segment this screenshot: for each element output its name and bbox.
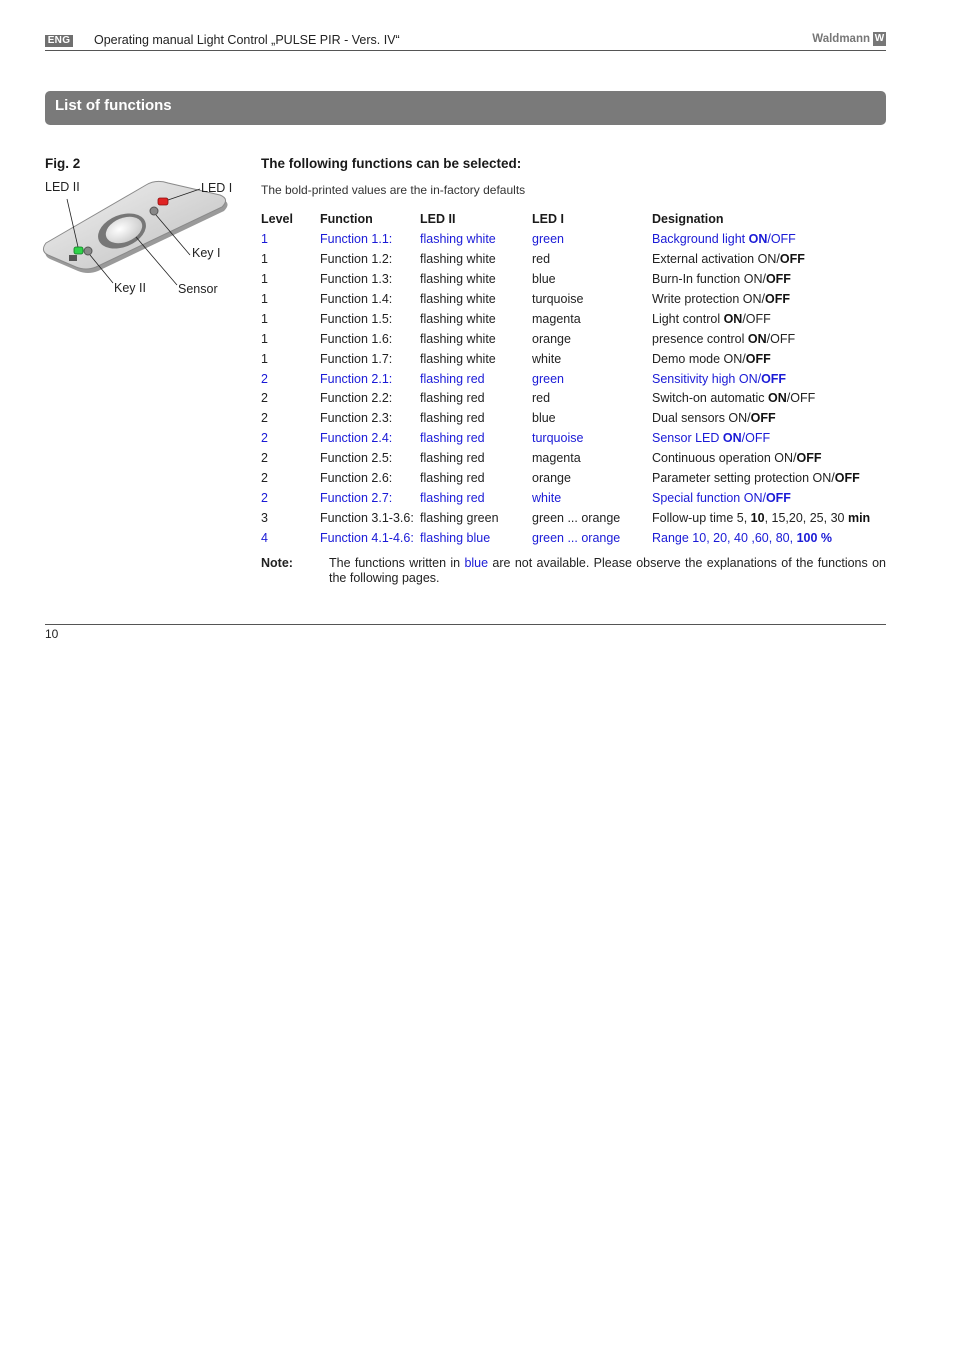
cell-led-1: blue [532,411,556,426]
cell-designation: Range 10, 20, 40 ,60, 80, 100 % [652,531,833,546]
label-led-1: LED I [201,181,233,195]
cell-designation: Sensitivity high ON/OFF [652,371,787,386]
cell-led-2: flashing white [420,251,496,266]
intro-subtitle: The bold-printed values are the in-factory defaults [261,183,526,197]
cell-level: 2 [261,371,268,386]
cell-designation: Light control ON/OFF [652,311,771,326]
label-sensor: Sensor [178,282,218,296]
cell-designation: Background light ON/OFF [652,231,796,246]
header-led-1: LED I [532,212,564,226]
cell-level: 2 [261,471,268,486]
cell-function: Function 1.7: [320,351,393,366]
cell-designation: Follow-up time 5, 10, 15,20, 25, 30 min [652,511,871,526]
cell-designation: Switch-on automatic ON/OFF [652,391,816,406]
cell-led-1: red [532,391,551,406]
cell-function: Function 2.3: [320,411,393,426]
cell-designation: Dual sensors ON/OFF [652,411,776,426]
cell-level: 3 [261,511,268,526]
figure-label: Fig. 2 [45,156,81,171]
cell-led-2: flashing red [420,391,485,406]
cell-level: 1 [261,351,268,366]
cell-led-2: flashing blue [420,531,491,546]
note-text-after: are not available. Please observe the explanations of the functions on the following pages. [329,556,886,585]
footer-divider [45,624,886,625]
intro-title: The following functions can be selected: [261,156,522,171]
table-row [261,349,886,369]
cell-led-2: flashing red [420,471,485,486]
cell-led-2: flashing red [420,451,485,466]
page-number: 10 [45,627,59,641]
cell-led-1: green ... orange [532,511,621,526]
table-row [261,289,886,309]
cell-level: 1 [261,231,268,246]
cell-level: 1 [261,331,268,346]
cell-function: Function 1.4: [320,291,393,306]
cell-led-1: white [532,491,562,506]
cell-led-1: red [532,251,551,266]
cell-function: Function 1.5: [320,311,393,326]
brand [812,31,886,47]
led-1-light [158,198,168,205]
device-figure [40,175,250,300]
label-key-1: Key I [192,246,221,260]
cell-function: Function 3.1-3.6: [320,511,414,526]
table-header-row [261,209,886,229]
port-mark [69,255,77,261]
table-body [261,229,886,548]
label-key-2: Key II [114,281,146,295]
cell-function: Function 2.2: [320,391,393,406]
cell-level: 4 [261,531,268,546]
table-row [261,369,886,389]
table-row [261,508,886,528]
cell-led-2: flashing green [420,511,499,526]
cell-led-1: green ... orange [532,531,621,546]
table-row [261,309,886,329]
label-led-2: LED II [45,180,80,194]
header-designation: Designation [652,212,724,226]
cell-function: Function 2.4: [320,431,393,446]
cell-designation: Special function ON/OFF [652,491,791,506]
cell-designation: Write protection ON/OFF [652,291,791,306]
cell-led-2: flashing white [420,351,496,366]
cell-led-1: orange [532,331,571,346]
cell-level: 1 [261,311,268,326]
header-function: Function [320,212,373,226]
note-text-before: The functions written in [329,556,465,570]
cell-led-2: flashing white [420,271,496,286]
cell-function: Function 4.1-4.6: [320,531,414,546]
cell-led-1: magenta [532,311,581,326]
cell-function: Function 2.7: [320,491,393,506]
callout-sensor [136,237,177,285]
cell-led-2: flashing red [420,411,485,426]
cell-level: 2 [261,391,268,406]
cell-led-1: green [532,371,564,386]
table-row [261,428,886,448]
cell-led-2: flashing red [420,431,485,446]
brand-logo: W [874,33,885,44]
cell-designation: Sensor LED ON/OFF [652,431,771,446]
cell-function: Function 1.2: [320,251,393,266]
table-row [261,229,886,249]
cell-led-2: flashing red [420,491,485,506]
note-text-blue: blue [464,556,489,570]
key-1-button [150,207,158,215]
cell-led-1: white [532,351,562,366]
cell-designation: presence control ON/OFF [652,331,796,346]
cell-led-2: flashing red [420,371,485,386]
cell-led-1: orange [532,471,571,486]
functions-table [261,209,886,548]
cell-level: 1 [261,271,268,286]
cell-level: 2 [261,491,268,506]
table-row [261,389,886,409]
cell-function: Function 1.6: [320,331,393,346]
table-row [261,329,886,349]
functions-content [261,156,886,585]
cell-designation: Burn-In function ON/OFF [652,271,791,286]
cell-level: 2 [261,451,268,466]
table-row [261,488,886,508]
language-badge: ENG [45,35,73,47]
table-row [261,528,886,548]
table-row [261,468,886,488]
cell-led-1: magenta [532,451,581,466]
cell-function: Function 2.6: [320,471,393,486]
page-header [45,31,886,51]
table-row [261,269,886,289]
cell-designation: External activation ON/OFF [652,251,805,266]
cell-designation: Continuous operation ON/OFF [652,451,822,466]
cell-level: 2 [261,431,268,446]
note-label: Note: [261,556,293,570]
cell-function: Function 1.1: [320,231,393,246]
key-2-button [84,247,92,255]
section-title: List of functions [55,97,172,114]
cell-led-1: blue [532,271,556,286]
cell-led-1: turquoise [532,431,584,446]
cell-led-2: flashing white [420,231,496,246]
header-led-2: LED II [420,212,456,226]
header-level: Level [261,212,293,226]
cell-level: 1 [261,291,268,306]
cell-level: 1 [261,251,268,266]
section-header-bar [45,91,886,125]
cell-led-2: flashing white [420,311,496,326]
document-title: Operating manual Light Control „PULSE PIR - Vers. IV“ [94,33,400,47]
cell-designation: Parameter setting protection ON/OFF [652,471,860,486]
led-2-light [74,247,83,254]
cell-function: Function 2.5: [320,451,393,466]
cell-function: Function 1.3: [320,271,393,286]
table-row [261,408,886,428]
note-text [329,556,886,586]
cell-led-2: flashing white [420,331,496,346]
cell-designation: Demo mode ON/OFF [652,351,771,366]
cell-level: 2 [261,411,268,426]
table-row [261,448,886,468]
brand-name: Waldmann [812,33,870,45]
cell-led-1: green [532,231,564,246]
cell-function: Function 2.1: [320,371,393,386]
table-row [261,249,886,269]
cell-led-1: turquoise [532,291,584,306]
cell-led-2: flashing white [420,291,496,306]
